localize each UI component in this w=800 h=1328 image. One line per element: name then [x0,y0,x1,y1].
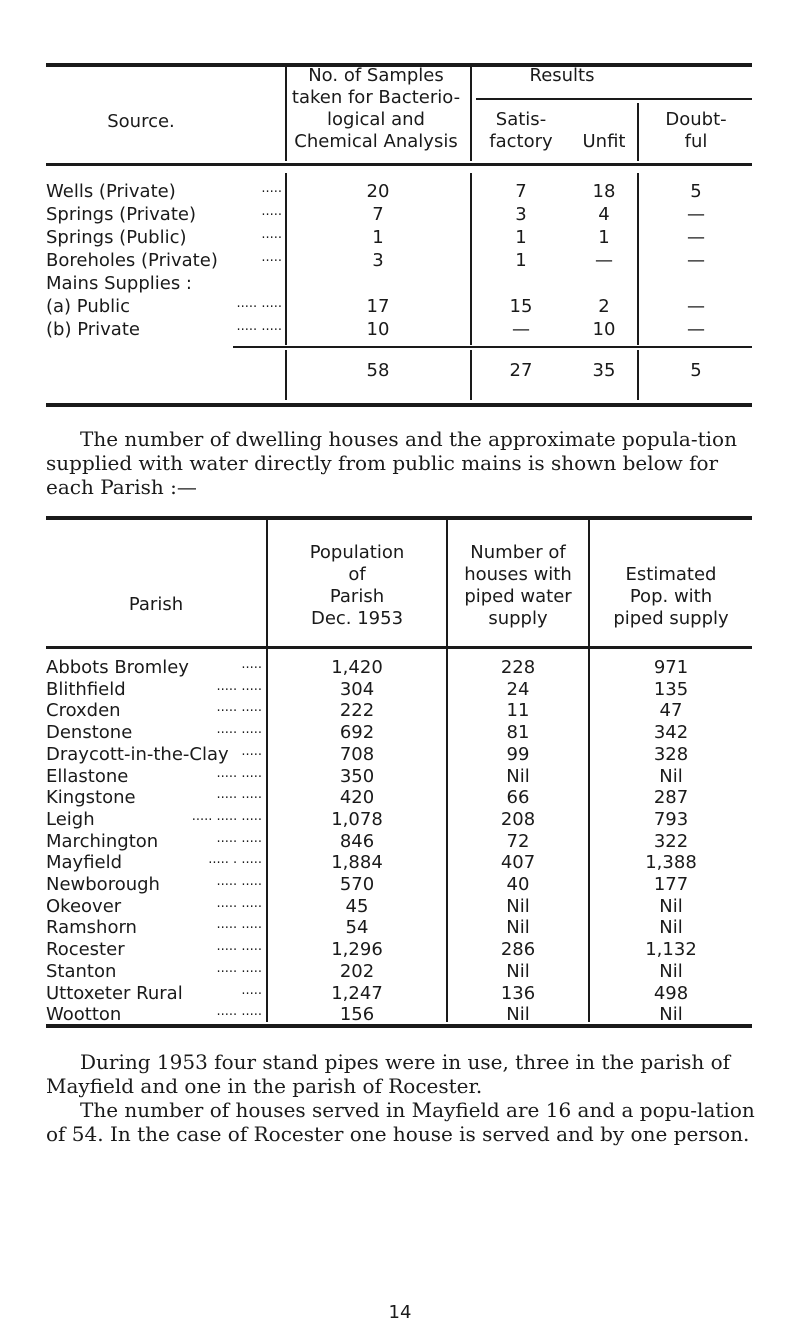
cell-estimated: 322 [653,831,689,852]
parish-name: Rocester [46,939,125,960]
cell-estimated: 793 [653,809,689,830]
dot-leader: ..... ..... [216,961,262,976]
cell-population: 1,296 [331,939,383,960]
header-doubtful-line: ful [684,131,708,152]
intro-paragraph [46,427,758,499]
header-doubtful [640,109,752,153]
header-houses [448,542,588,630]
cell-population: 54 [345,917,369,938]
cell-houses: Nil [506,766,530,787]
cell-houses: Nil [506,917,530,938]
total-satisfactory: 27 [509,360,533,381]
dot-leader: ..... [241,657,262,672]
dot-leader: ..... ..... [216,939,262,954]
cell-doubtful: — [687,296,705,317]
cell-estimated: Nil [659,961,683,982]
header-samples-line: No. of Samples [308,65,444,86]
cell-houses: 286 [500,939,536,960]
cell-unfit: 18 [592,181,616,202]
cell-estimated: 47 [659,700,683,721]
cell-houses: Nil [506,1004,530,1025]
cell-estimated: 498 [653,983,689,1004]
source-label: (a) Public [46,296,131,317]
cell-estimated: Nil [659,917,683,938]
parish-name: Stanton [46,961,117,982]
dot-leader: ..... ..... [236,319,282,334]
cell-population: 1,078 [331,809,383,830]
cell-estimated: 177 [653,874,689,895]
cell-samples: 1 [372,227,384,248]
cell-unfit: 4 [598,204,610,225]
header-parish: Parish [128,594,184,615]
cell-houses: 136 [500,983,536,1004]
total-unfit: 35 [592,360,616,381]
cell-samples: 10 [366,319,390,340]
cell-satisfactory: 7 [515,181,527,202]
cell-population: 156 [339,1004,375,1025]
dot-leader: ..... ..... [216,1004,262,1019]
dot-leader: ..... ..... [216,722,262,737]
cell-population: 570 [339,874,375,895]
page-number: 14 [388,1302,412,1323]
cell-satisfactory: 15 [509,296,533,317]
table-top-rule [46,516,752,520]
cell-houses: 24 [506,679,530,700]
dot-leader: ..... ..... [216,700,262,715]
cell-population: 846 [339,831,375,852]
cell-houses: 40 [506,874,530,895]
cell-population: 202 [339,961,375,982]
cell-satisfactory: 3 [515,204,527,225]
cell-satisfactory: 1 [515,227,527,248]
cell-estimated: 971 [653,657,689,678]
dot-leader: ..... ..... [216,787,262,802]
header-population-line: Dec. 1953 [310,608,404,629]
header-satisfactory-line: Satis- [495,109,547,130]
cell-estimated: Nil [659,1004,683,1025]
parish-name: Kingstone [46,787,136,808]
cell-population: 1,247 [331,983,383,1004]
cell-population: 222 [339,700,375,721]
dot-leader: ..... [261,181,282,196]
intro-paragraph-text: The number of dwelling houses and the approximate popula-tion supplied with water directly from public mains is shown below for each Parish :— [46,427,737,499]
parish-name: Uttoxeter Rural [46,983,183,1004]
dot-leader: ..... [261,227,282,242]
cell-houses: 407 [500,852,536,873]
cell-estimated: Nil [659,766,683,787]
parish-name: Denstone [46,722,133,743]
dot-leader: ..... [241,744,262,759]
stand-pipes-paragraph: During 1953 four stand pipes were in use, three in the parish of Mayfield and one in the parish of Rocester. [46,1050,731,1098]
source-label: Wells (Private) [46,181,176,202]
dot-leader: ..... [261,250,282,265]
cell-population: 708 [339,744,375,765]
header-unfit: Unfit [582,131,626,152]
parish-name: Mayfield [46,852,123,873]
header-samples-line: Chemical Analysis [294,131,458,152]
cell-unfit: 10 [592,319,616,340]
cell-population: 45 [345,896,369,917]
parish-name: Abbots Bromley [46,657,189,678]
dot-leader: ..... [261,204,282,219]
cell-estimated: 342 [653,722,689,743]
cell-estimated: 135 [653,679,689,700]
cell-population: 692 [339,722,375,743]
cell-doubtful: 5 [690,181,702,202]
cell-houses: 72 [506,831,530,852]
source-label: Boreholes (Private) [46,250,218,271]
totals-rule [233,346,752,348]
header-source: Source. [107,111,175,132]
header-population-line: of [348,564,366,585]
header-satisfactory-line: factory [489,131,553,152]
header-houses-line: piped water [464,586,572,607]
cell-satisfactory: 1 [515,250,527,271]
header-houses-line: supply [488,608,548,629]
dot-leader: ..... ..... [216,917,262,932]
header-estimated-line: Pop. with [629,586,713,607]
cell-unfit: 1 [598,227,610,248]
cell-population: 350 [339,766,375,787]
header-results: Results [529,65,595,86]
header-satisfactory [472,109,570,153]
header-estimated [590,564,752,630]
cell-houses: Nil [506,961,530,982]
header-houses-line: Number of [470,542,566,563]
cell-estimated: 287 [653,787,689,808]
parish-name: Wootton [46,1004,122,1025]
dot-leader: ..... ..... [216,831,262,846]
dot-leader: ..... ..... [216,679,262,694]
cell-doubtful: — [687,250,705,271]
parish-name: Ellastone [46,766,129,787]
parish-name: Croxden [46,700,121,721]
source-label: Springs (Public) [46,227,187,248]
header-samples-line: logical and [327,109,425,130]
header-population [268,542,446,630]
source-label: (b) Private [46,319,140,340]
dot-leader: ..... ..... [236,296,282,311]
dot-leader: ..... ..... ..... [191,809,262,824]
dot-leader: ..... ..... [216,766,262,781]
cell-samples: 7 [372,204,384,225]
parish-name: Leigh [46,809,95,830]
dot-leader: ..... ..... [216,874,262,889]
cell-doubtful: — [687,319,705,340]
cell-unfit: 2 [598,296,610,317]
parish-name: Okeover [46,896,122,917]
cell-estimated: 328 [653,744,689,765]
houses-served-paragraph: The number of houses served in Mayfield are 16 and a popu-lation of 54. In the case of Rocester one house is served and by one person. [46,1098,755,1146]
parish-name: Draycott-in-the-Clay [46,744,229,765]
cell-estimated: 1,388 [645,852,697,873]
header-population-line: Parish [329,586,385,607]
cell-houses: 99 [506,744,530,765]
dot-leader: ..... ..... [216,896,262,911]
parish-name: Marchington [46,831,159,852]
cell-population: 304 [339,679,375,700]
cell-population: 1,420 [331,657,383,678]
header-samples [280,65,472,153]
closing-paragraphs [46,1050,758,1146]
cell-population: 420 [339,787,375,808]
cell-samples: 3 [372,250,384,271]
header-houses-line: houses with [464,564,572,585]
cell-doubtful: — [687,204,705,225]
cell-satisfactory: — [512,319,530,340]
total-samples: 58 [366,360,390,381]
table-bottom-rule [46,403,752,407]
source-label: Springs (Private) [46,204,196,225]
dot-leader: ..... . ..... [208,852,262,867]
parish-name: Newborough [46,874,160,895]
header-population-line: Population [309,542,405,563]
cell-houses: 228 [500,657,536,678]
parish-name: Blithfield [46,679,126,700]
cell-estimated: 1,132 [645,939,697,960]
header-bottom-rule [46,163,752,166]
cell-unfit: — [595,250,613,271]
cell-houses: 81 [506,722,530,743]
header-doubtful-line: Doubt- [665,109,727,130]
cell-samples: 20 [366,181,390,202]
cell-estimated: Nil [659,896,683,917]
cell-samples: 17 [366,296,390,317]
cell-houses: 66 [506,787,530,808]
cell-houses: Nil [506,896,530,917]
header-samples-line: taken for Bacterio- [291,87,461,108]
results-underline [476,98,752,100]
cell-houses: 11 [506,700,530,721]
total-doubtful: 5 [690,360,702,381]
cell-doubtful: — [687,227,705,248]
header-estimated-line: piped supply [613,608,729,629]
header-estimated-line: Estimated [625,564,717,585]
dot-leader: ..... [241,983,262,998]
parish-name: Ramshorn [46,917,137,938]
cell-houses: 208 [500,809,536,830]
source-label: Mains Supplies : [46,273,192,294]
parish-supply-table [46,516,752,1030]
cell-population: 1,884 [331,852,383,873]
header-bottom-rule [46,646,752,649]
